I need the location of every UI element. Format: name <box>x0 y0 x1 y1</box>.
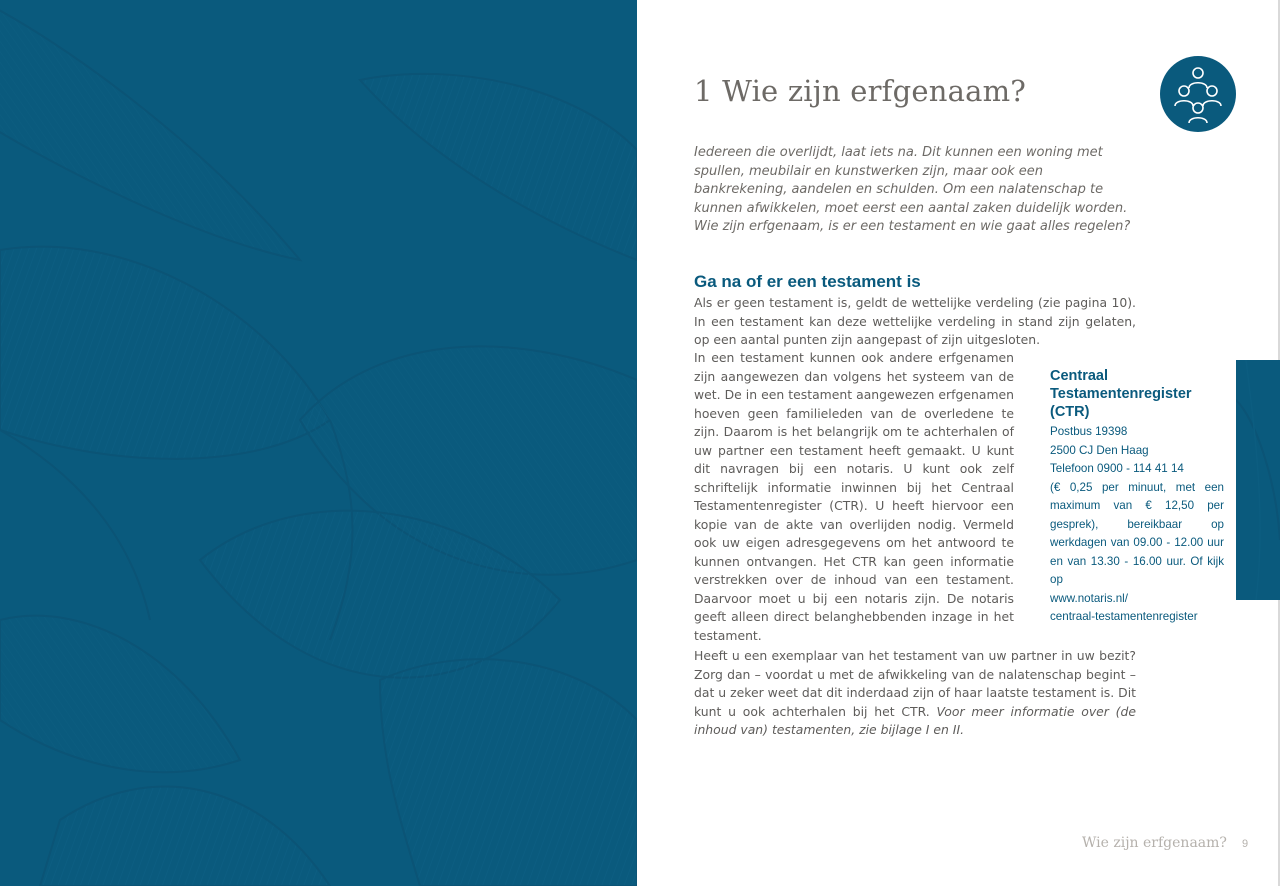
side-tab-leaf-graphic <box>1236 360 1280 600</box>
decorative-leaf-panel <box>0 0 637 886</box>
paragraph-3 <box>694 647 1136 740</box>
paragraph-3-text: Heeft u een exemplaar van het testament van uw partner in uw bezit? Zorg dan – voordat u met de afwikkeling van de nalatenschap begint – dat u zeker weet dat dit inderdaad zijn of haar laatste testament is. Dit kunt u ook achterhalen bij het CTR. <box>694 648 1136 719</box>
chapter-title: 1 Wie zijn erfgenaam? <box>694 74 1027 108</box>
ctr-phone: Telefoon 0900 - 114 41 14 <box>1050 462 1184 475</box>
side-tab-marker <box>1236 360 1280 600</box>
paragraph-1: Als er geen testament is, geldt de wettelijke verdeling (zie pagina 10). In een testament kan deze wettelijke verdeling in stand zijn gelaten, op een aantal punten zijn aangepast of zijn uitgesloten. <box>694 295 1136 347</box>
leaf-pattern-graphic <box>0 0 637 886</box>
people-group-icon <box>1160 56 1236 132</box>
page-number: 9 <box>1242 838 1249 850</box>
ctr-contact-box <box>1050 367 1224 627</box>
ctr-details: (€ 0,25 per minuut, met een maximum van € 12,50 per gesprek), bereikbaar op werkdagen van 09.00 - 12.00 uur en van 13.30 - 16.00 uur. Of kijk op <box>1050 480 1224 586</box>
section-title: Ga na of er een testament is <box>694 272 921 291</box>
chapter-intro: Iedereen die overlijdt, laat iets na. Dit kunnen een woning met spullen, meubilair en kunstwerken zijn, maar ook een bankrekening, aandelen en schulden. Om een nalatenschap te kunnen afwikkelen, moet eerst een aantal zaken duidelijk worden. Wie zijn erfgenaam, is er een testament en wie gaat alles regelen? <box>694 145 1131 234</box>
page-footer <box>1082 832 1248 851</box>
ctr-link-line-1[interactable]: www.notaris.nl/ <box>1050 591 1128 605</box>
ctr-postbus: Postbus 19398 <box>1050 425 1128 438</box>
paragraph-3-italic: Voor meer informatie over (de inhoud van) testamenten, zie bijlage I en II. <box>694 703 1137 737</box>
paragraph-2: In een testament kunnen ook andere erfgenamen zijn aangewezen dan volgens het systeem van de wet. De in een testament aangewezen erfgenamen hoeven geen familieleden van de overledene te zijn. Daarom is het belangrijk om te achterhalen of uw partner een testament heeft gemaakt. U kunt dit navragen bij een notaris. U kunt ook zelf schriftelijk informatie inwinnen bij het Centraal Testamentenregister (CTR). U heeft hiervoor een kopie van de akte van overlijden nodig. Vermeld ook uw eigen adresgegevens om het antwoord te kunnen ontvangen. Het CTR kan geen informatie verstrekken over de inhoud van een testament. Daarvoor moet u bij een notaris zijn. De notaris geeft alleen direct belanghebbenden inzage in het testament. <box>694 350 1014 643</box>
ctr-link-line-2[interactable]: centraal-testamentenregister <box>1050 610 1198 623</box>
ctr-city: 2500 CJ Den Haag <box>1050 443 1149 457</box>
ctr-title: Centraal Testamentenregister (CTR) <box>1050 368 1192 420</box>
footer-title: Wie zijn erfgenaam? <box>1082 835 1227 851</box>
